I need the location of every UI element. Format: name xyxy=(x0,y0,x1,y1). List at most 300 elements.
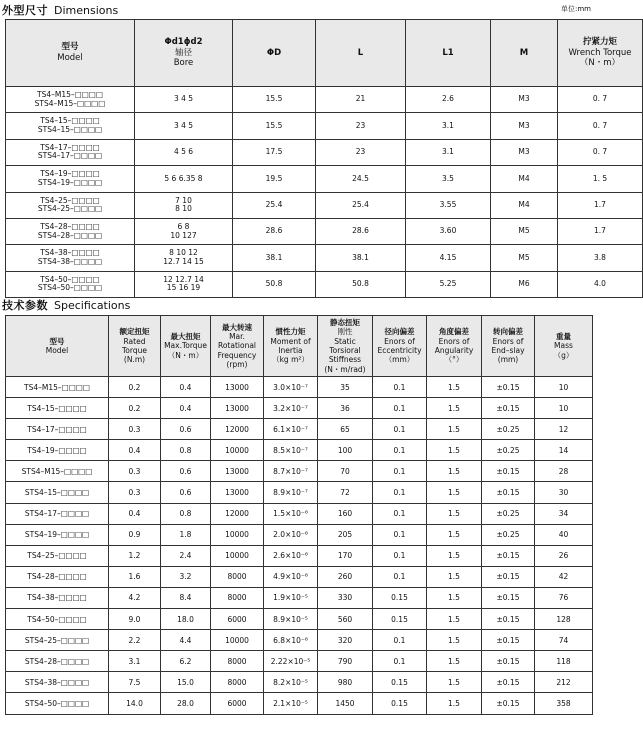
table-row xyxy=(6,419,593,440)
cell-stiff: 260 xyxy=(318,566,373,587)
cell-L1: 3.1 xyxy=(406,113,491,139)
cell-model: TS4–25–□□□□ xyxy=(6,545,109,566)
cell-stiff: 790 xyxy=(318,651,373,672)
dimensions-header-2 xyxy=(233,20,316,87)
cell-rated: 2.2 xyxy=(109,630,161,651)
cell-ecc: 0.1 xyxy=(373,503,427,524)
cell-inertia: 6.1×10⁻⁷ xyxy=(264,419,318,440)
cell-inertia: 2.22×10⁻⁵ xyxy=(264,651,318,672)
cell-rated: 1.2 xyxy=(109,545,161,566)
cell-rated: 9.0 xyxy=(109,609,161,630)
cell-mass: 118 xyxy=(535,651,593,672)
cell-rated: 0.2 xyxy=(109,377,161,398)
cell-model: TS4–28–□□□□ STS4–28–□□□□ xyxy=(6,218,135,244)
cell-max: 0.4 xyxy=(161,377,211,398)
cell-model: STS4–25–□□□□ xyxy=(6,630,109,651)
cell-inertia: 4.9×10⁻⁶ xyxy=(264,566,318,587)
cell-max: 0.6 xyxy=(161,461,211,482)
cell-L1: 3.60 xyxy=(406,218,491,244)
cell-M: M4 xyxy=(491,166,558,192)
cell-ecc: 0.1 xyxy=(373,482,427,503)
cell-ang: 1.5 xyxy=(427,503,482,524)
table-row xyxy=(6,651,593,672)
cell-rpm: 13000 xyxy=(211,482,264,503)
header-text: 最大转速 xyxy=(222,322,252,332)
cell-end: ±0.15 xyxy=(482,587,535,608)
cell-M: M5 xyxy=(491,218,558,244)
cell-end: ±0.15 xyxy=(482,566,535,587)
cell-mass: 26 xyxy=(535,545,593,566)
header-text: Model xyxy=(45,346,69,355)
header-text: ΦD xyxy=(266,47,282,58)
cell-bore: 4 5 6 xyxy=(135,139,233,165)
cell-ang: 1.5 xyxy=(427,693,482,714)
cell-max: 2.4 xyxy=(161,545,211,566)
table-row xyxy=(6,482,593,503)
header-text: 型号 xyxy=(49,336,65,346)
cell-rated: 0.2 xyxy=(109,398,161,419)
header-text: Rotational xyxy=(217,341,257,351)
table-row xyxy=(6,192,643,218)
header-text: Eccentricity xyxy=(377,346,422,355)
cell-max: 15.0 xyxy=(161,672,211,693)
cell-D: 38.1 xyxy=(233,245,316,271)
cell-L: 50.8 xyxy=(316,271,406,297)
header-text: （kg m²） xyxy=(272,355,309,365)
cell-mass: 14 xyxy=(535,440,593,461)
cell-stiff: 70 xyxy=(318,461,373,482)
table-row xyxy=(6,672,593,693)
cell-mass: 358 xyxy=(535,693,593,714)
cell-stiff: 170 xyxy=(318,545,373,566)
table-row xyxy=(6,398,593,419)
cell-L: 23 xyxy=(316,113,406,139)
cell-ang: 1.5 xyxy=(427,651,482,672)
header-text: 型号 xyxy=(61,42,79,53)
header-text: (mm) xyxy=(497,355,519,365)
table-row xyxy=(6,693,593,714)
header-text: (N.m) xyxy=(123,355,146,365)
cell-mass: 40 xyxy=(535,524,593,545)
table-row xyxy=(6,87,643,113)
header-text: （g） xyxy=(553,350,574,360)
cell-max: 0.6 xyxy=(161,482,211,503)
cell-torque: 1.7 xyxy=(558,218,643,244)
cell-rated: 0.3 xyxy=(109,419,161,440)
cell-model: STS4–17–□□□□ xyxy=(6,503,109,524)
cell-ang: 1.5 xyxy=(427,609,482,630)
cell-D: 19.5 xyxy=(233,166,316,192)
header-text: Enors of xyxy=(384,336,415,346)
cell-model: STS4–50–□□□□ xyxy=(6,693,109,714)
cell-rated: 0.4 xyxy=(109,503,161,524)
cell-mass: 212 xyxy=(535,672,593,693)
cell-mass: 76 xyxy=(535,587,593,608)
cell-model: TS4–19–□□□□ xyxy=(6,440,109,461)
cell-torque: 1.7 xyxy=(558,192,643,218)
cell-torque: 0. 7 xyxy=(558,113,643,139)
specifications-header-0 xyxy=(6,316,109,377)
cell-ecc: 0.1 xyxy=(373,651,427,672)
cell-rpm: 8000 xyxy=(211,672,264,693)
cell-ang: 1.5 xyxy=(427,377,482,398)
cell-end: ±0.15 xyxy=(482,377,535,398)
header-text: 角度偏差 xyxy=(439,327,469,337)
header-text: M xyxy=(519,47,529,58)
cell-ang: 1.5 xyxy=(427,672,482,693)
header-text: Frequency xyxy=(217,350,257,360)
cell-ecc: 0.1 xyxy=(373,524,427,545)
cell-model: TS4–15–□□□□ STS4–15–□□□□ xyxy=(6,113,135,139)
specifications-header-9 xyxy=(535,316,593,377)
cell-ecc: 0.1 xyxy=(373,566,427,587)
table-row xyxy=(6,503,593,524)
specifications-header-7 xyxy=(427,316,482,377)
table-row xyxy=(6,609,593,630)
specifications-header-4 xyxy=(264,316,318,377)
cell-M: M3 xyxy=(491,87,558,113)
cell-stiff: 320 xyxy=(318,630,373,651)
header-text: Φd1ϕd2 xyxy=(164,37,203,48)
cell-mass: 10 xyxy=(535,398,593,419)
header-text: Enors of xyxy=(438,336,470,346)
cell-M: M4 xyxy=(491,192,558,218)
specifications-header-2 xyxy=(161,316,211,377)
cell-L1: 4.15 xyxy=(406,245,491,271)
cell-stiff: 1450 xyxy=(318,693,373,714)
cell-rpm: 12000 xyxy=(211,503,264,524)
cell-rpm: 10000 xyxy=(211,524,264,545)
table-row xyxy=(6,440,593,461)
table-row xyxy=(6,545,593,566)
cell-rpm: 10000 xyxy=(211,545,264,566)
cell-rated: 0.3 xyxy=(109,461,161,482)
cell-bore: 5 6 6.35 8 xyxy=(135,166,233,192)
cell-max: 3.2 xyxy=(161,566,211,587)
cell-mass: 28 xyxy=(535,461,593,482)
header-text: Enors of xyxy=(492,336,524,346)
cell-L: 23 xyxy=(316,139,406,165)
header-text: （N・m） xyxy=(167,350,204,360)
cell-end: ±0.25 xyxy=(482,440,535,461)
cell-end: ±0.15 xyxy=(482,461,535,482)
cell-mass: 128 xyxy=(535,609,593,630)
table-row xyxy=(6,377,593,398)
cell-torque: 4.0 xyxy=(558,271,643,297)
dimensions-header-6 xyxy=(558,20,643,87)
cell-model: STS4–28–□□□□ xyxy=(6,651,109,672)
cell-rpm: 8000 xyxy=(211,587,264,608)
cell-ang: 1.5 xyxy=(427,419,482,440)
cell-max: 4.4 xyxy=(161,630,211,651)
specifications-header-1 xyxy=(109,316,161,377)
header-text: 轴径 xyxy=(174,47,192,58)
cell-max: 1.8 xyxy=(161,524,211,545)
cell-model: TS4–38–□□□□ xyxy=(6,587,109,608)
cell-end: ±0.25 xyxy=(482,419,535,440)
header-text: Stiffness xyxy=(328,355,362,365)
cell-ecc: 0.15 xyxy=(373,672,427,693)
cell-end: ±0.15 xyxy=(482,672,535,693)
table-row xyxy=(6,524,593,545)
cell-inertia: 8.9×10⁻⁵ xyxy=(264,609,318,630)
cell-rpm: 13000 xyxy=(211,461,264,482)
cell-mass: 74 xyxy=(535,630,593,651)
cell-L: 21 xyxy=(316,87,406,113)
cell-ecc: 0.1 xyxy=(373,398,427,419)
cell-ang: 1.5 xyxy=(427,545,482,566)
cell-rated: 0.3 xyxy=(109,482,161,503)
dimensions-table xyxy=(5,19,643,298)
cell-rpm: 13000 xyxy=(211,398,264,419)
cell-torque: 3.8 xyxy=(558,245,643,271)
cell-ang: 1.5 xyxy=(427,566,482,587)
cell-inertia: 6.8×10⁻⁶ xyxy=(264,630,318,651)
cell-M: M3 xyxy=(491,113,558,139)
cell-ecc: 0.1 xyxy=(373,377,427,398)
cell-model: TS4–50–□□□□ STS4–50–□□□□ xyxy=(6,271,135,297)
header-text: Mar. xyxy=(229,331,245,341)
table-row xyxy=(6,166,643,192)
cell-model: STS4–38–□□□□ xyxy=(6,672,109,693)
table-row xyxy=(6,587,593,608)
header-text: （N・m） xyxy=(579,58,621,69)
cell-inertia: 3.2×10⁻⁷ xyxy=(264,398,318,419)
cell-max: 18.0 xyxy=(161,609,211,630)
cell-ecc: 0.1 xyxy=(373,440,427,461)
cell-L1: 2.6 xyxy=(406,87,491,113)
header-text: 径向偏差 xyxy=(384,327,415,337)
cell-end: ±0.15 xyxy=(482,398,535,419)
cell-D: 15.5 xyxy=(233,113,316,139)
header-text: Max.Torque xyxy=(164,341,207,351)
cell-rpm: 6000 xyxy=(211,693,264,714)
cell-inertia: 3.0×10⁻⁷ xyxy=(264,377,318,398)
cell-mass: 34 xyxy=(535,503,593,524)
header-text: Model xyxy=(57,53,83,63)
header-text: Torsioral xyxy=(329,346,361,355)
cell-model: TS4–17–□□□□ STS4–17–□□□□ xyxy=(6,139,135,165)
cell-ang: 1.5 xyxy=(427,482,482,503)
cell-model: STS4–15–□□□□ xyxy=(6,482,109,503)
cell-mass: 10 xyxy=(535,377,593,398)
table-row xyxy=(6,630,593,651)
cell-D: 25.4 xyxy=(233,192,316,218)
cell-mass: 12 xyxy=(535,419,593,440)
cell-M: M6 xyxy=(491,271,558,297)
cell-model: TS4–19–□□□□ STS4–19–□□□□ xyxy=(6,166,135,192)
cell-rated: 1.6 xyxy=(109,566,161,587)
cell-ecc: 0.15 xyxy=(373,693,427,714)
cell-L1: 3.1 xyxy=(406,139,491,165)
cell-model: TS4–38–□□□□ STS4–38–□□□□ xyxy=(6,245,135,271)
cell-inertia: 2.0×10⁻⁶ xyxy=(264,524,318,545)
header-text: Torque xyxy=(122,346,147,355)
cell-ecc: 0.1 xyxy=(373,419,427,440)
cell-ang: 1.5 xyxy=(427,524,482,545)
cell-end: ±0.15 xyxy=(482,651,535,672)
table-row xyxy=(6,113,643,139)
header-text: （°） xyxy=(444,355,464,365)
cell-rated: 3.1 xyxy=(109,651,161,672)
header-text: Mass xyxy=(554,341,573,351)
cell-L: 25.4 xyxy=(316,192,406,218)
cell-bore: 6 8 10 127 xyxy=(135,218,233,244)
header-text: Moment of xyxy=(270,336,311,346)
header-text: 额定扭矩 xyxy=(119,327,150,337)
cell-ang: 1.5 xyxy=(427,440,482,461)
cell-model: TS4–50–□□□□ xyxy=(6,609,109,630)
specifications-header-8 xyxy=(482,316,535,377)
cell-max: 28.0 xyxy=(161,693,211,714)
cell-max: 0.8 xyxy=(161,503,211,524)
cell-ecc: 0.1 xyxy=(373,461,427,482)
cell-rpm: 6000 xyxy=(211,609,264,630)
cell-model: TS4–28–□□□□ xyxy=(6,566,109,587)
cell-rated: 7.5 xyxy=(109,672,161,693)
header-text: Angularity xyxy=(434,346,474,355)
cell-L: 24.5 xyxy=(316,166,406,192)
cell-max: 0.8 xyxy=(161,440,211,461)
table-row xyxy=(6,461,593,482)
cell-D: 15.5 xyxy=(233,87,316,113)
cell-D: 17.5 xyxy=(233,139,316,165)
cell-stiff: 980 xyxy=(318,672,373,693)
table-row xyxy=(6,245,643,271)
cell-ang: 1.5 xyxy=(427,587,482,608)
header-text: 拧紧力矩 xyxy=(582,37,617,48)
table-row xyxy=(6,139,643,165)
table-row xyxy=(6,218,643,244)
cell-bore: 12 12.7 14 15 16 19 xyxy=(135,271,233,297)
cell-mass: 42 xyxy=(535,566,593,587)
cell-rpm: 8000 xyxy=(211,651,264,672)
dimensions-header-4 xyxy=(406,20,491,87)
cell-max: 6.2 xyxy=(161,651,211,672)
cell-rated: 4.2 xyxy=(109,587,161,608)
cell-M: M5 xyxy=(491,245,558,271)
cell-model: STS4–19–□□□□ xyxy=(6,524,109,545)
dimensions-title: 外型尺寸 Dimensions xyxy=(2,4,119,17)
header-text: L xyxy=(357,47,364,58)
cell-ecc: 0.1 xyxy=(373,545,427,566)
cell-max: 8.4 xyxy=(161,587,211,608)
cell-ecc: 0.15 xyxy=(373,587,427,608)
header-text: End–slay xyxy=(491,346,525,355)
cell-stiff: 100 xyxy=(318,440,373,461)
cell-model: TS4–M15–□□□□ xyxy=(6,377,109,398)
cell-end: ±0.25 xyxy=(482,503,535,524)
cell-stiff: 35 xyxy=(318,377,373,398)
header-text: (N・m/rad) xyxy=(324,364,366,374)
header-text: Static xyxy=(334,336,356,346)
table-row xyxy=(6,271,643,297)
cell-inertia: 1.5×10⁻⁶ xyxy=(264,503,318,524)
table-row xyxy=(6,566,593,587)
specifications-header-5 xyxy=(318,316,373,377)
cell-inertia: 1.9×10⁻⁵ xyxy=(264,587,318,608)
header-text: 静态扭矩 xyxy=(330,317,360,327)
specifications-table xyxy=(5,315,593,715)
cell-bore: 3 4 5 xyxy=(135,113,233,139)
specifications-header-3 xyxy=(211,316,264,377)
cell-model: TS4–15–□□□□ xyxy=(6,398,109,419)
cell-bore: 3 4 5 xyxy=(135,87,233,113)
header-text: Bore xyxy=(173,58,194,69)
cell-rated: 0.4 xyxy=(109,440,161,461)
cell-ang: 1.5 xyxy=(427,630,482,651)
cell-rpm: 13000 xyxy=(211,377,264,398)
specifications-title: 技术参数 Specifications xyxy=(2,299,131,312)
dimensions-header-0 xyxy=(6,20,135,87)
cell-ang: 1.5 xyxy=(427,398,482,419)
cell-D: 50.8 xyxy=(233,271,316,297)
cell-stiff: 330 xyxy=(318,587,373,608)
cell-end: ±0.15 xyxy=(482,630,535,651)
cell-ang: 1.5 xyxy=(427,461,482,482)
cell-L: 28.6 xyxy=(316,218,406,244)
cell-max: 0.4 xyxy=(161,398,211,419)
cell-model: TS4–M15–□□□□ STS4–M15–□□□□ xyxy=(6,87,135,113)
cell-mass: 30 xyxy=(535,482,593,503)
unit-label: 单位:mm xyxy=(561,5,591,13)
cell-stiff: 160 xyxy=(318,503,373,524)
cell-end: ±0.15 xyxy=(482,545,535,566)
cell-rpm: 8000 xyxy=(211,566,264,587)
cell-L: 38.1 xyxy=(316,245,406,271)
cell-end: ±0.15 xyxy=(482,609,535,630)
specifications-header-6 xyxy=(373,316,427,377)
cell-end: ±0.15 xyxy=(482,693,535,714)
cell-bore: 8 10 12 12.7 14 15 xyxy=(135,245,233,271)
cell-end: ±0.25 xyxy=(482,524,535,545)
cell-M: M3 xyxy=(491,139,558,165)
header-text: 惯性力矩 xyxy=(275,327,306,337)
header-text: （mm） xyxy=(384,355,415,365)
cell-end: ±0.15 xyxy=(482,482,535,503)
cell-inertia: 8.5×10⁻⁷ xyxy=(264,440,318,461)
cell-inertia: 2.6×10⁻⁶ xyxy=(264,545,318,566)
cell-bore: 7 10 8 10 xyxy=(135,192,233,218)
cell-ecc: 0.15 xyxy=(373,609,427,630)
cell-stiff: 36 xyxy=(318,398,373,419)
cell-L1: 3.55 xyxy=(406,192,491,218)
header-text: L1 xyxy=(442,47,454,58)
cell-L1: 3.5 xyxy=(406,166,491,192)
cell-stiff: 65 xyxy=(318,419,373,440)
cell-model: TS4–25–□□□□ STS4–25–□□□□ xyxy=(6,192,135,218)
dimensions-header-3 xyxy=(316,20,406,87)
cell-inertia: 2.1×10⁻⁵ xyxy=(264,693,318,714)
cell-stiff: 205 xyxy=(318,524,373,545)
cell-torque: 1. 5 xyxy=(558,166,643,192)
cell-L1: 5.25 xyxy=(406,271,491,297)
cell-inertia: 8.2×10⁻⁵ xyxy=(264,672,318,693)
cell-stiff: 560 xyxy=(318,609,373,630)
header-text: Rated xyxy=(123,336,146,346)
cell-stiff: 72 xyxy=(318,482,373,503)
header-text: Wrench Torque xyxy=(568,47,632,58)
header-text: (rpm) xyxy=(226,360,248,370)
header-text: Inertia xyxy=(278,346,303,355)
cell-inertia: 8.9×10⁻⁷ xyxy=(264,482,318,503)
cell-torque: 0. 7 xyxy=(558,139,643,165)
cell-rpm: 12000 xyxy=(211,419,264,440)
cell-max: 0.6 xyxy=(161,419,211,440)
cell-model: TS4–17–□□□□ xyxy=(6,419,109,440)
cell-D: 28.6 xyxy=(233,218,316,244)
dimensions-header-5 xyxy=(491,20,558,87)
